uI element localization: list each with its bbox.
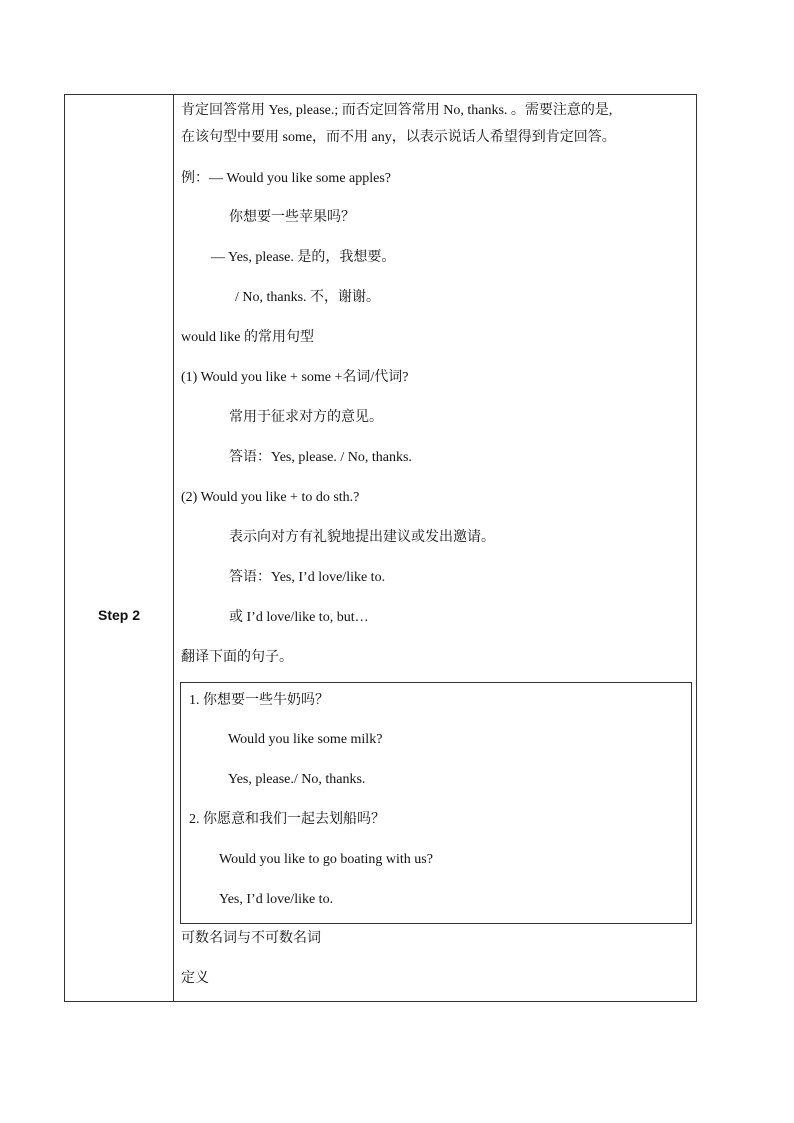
text-line: 你想要一些苹果吗？ [229,210,355,225]
exercise-answer: Yes, I’d love/like to. [219,892,334,907]
text-line: 定义 [181,971,209,986]
lesson-table [64,94,697,1002]
text-line: / No, thanks. 不，谢谢。 [235,290,381,305]
step-label: Step 2 [97,607,140,623]
exercise-box [180,682,692,924]
column-divider [173,95,174,1001]
text-line: 常用于征求对方的意见。 [229,410,383,425]
text-line: 可数名词与不可数名词 [181,931,321,946]
text-line: — Yes, please. 是的，我想要。 [211,250,396,265]
text-line: 在该句型中要用 some，而不用 any，以表示说话人希望得到肯定回答。 [181,130,616,145]
exercise-answer: Yes, please./ No, thanks. [228,772,366,787]
exercise-answer: Would you like to go boating with us? [219,852,433,867]
text-line: 答语：Yes, I’d love/like to. [229,570,386,585]
text-line: 翻译下面的句子。 [181,650,293,665]
text-line: 或 I’d love/like to, but… [229,610,369,625]
text-line: would like 的常用句型 [181,330,314,345]
text-line: 例：— Would you like some apples? [181,171,392,186]
text-line: 肯定回答常用 Yes, please.; 而否定回答常用 No, thanks. 。需要注意的是, [181,103,613,118]
exercise-question: 1. 你想要一些牛奶吗？ [189,693,329,708]
text-line: (2) Would you like + to do sth.? [181,490,360,505]
text-line: 答语：Yes, please. / No, thanks. [229,450,412,465]
text-line: (1) Would you like + some +名词/代词? [181,370,409,385]
exercise-question: 2. 你愿意和我们一起去划船吗？ [189,812,385,827]
exercise-answer: Would you like some milk? [228,732,383,747]
text-line: 表示向对方有礼貌地提出建议或发出邀请。 [229,530,495,545]
